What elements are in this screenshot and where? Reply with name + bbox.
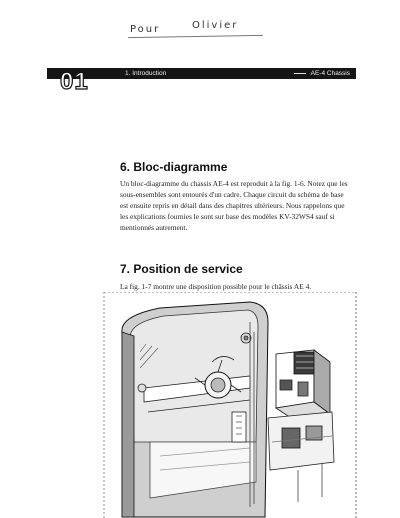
section-7-body: La fig. 1-7 montre une disposition possible pour le châssis AE 4.	[120, 282, 312, 291]
chapter-number: 01	[60, 68, 89, 95]
handwritten-underline	[128, 35, 263, 38]
header-chassis-label: AE-4 Chassis	[310, 70, 350, 77]
tv-chassis-service-position-illustration	[100, 292, 360, 518]
section-6-title: 6. Bloc-diagramme	[120, 160, 228, 174]
header-divider	[294, 73, 306, 74]
section-6-body: Un bloc-diagramme du chassis AE-4 est reproduit à la fig. 1-6. Notez que les sous-ensembles sont entourés d'un cadre. Chaque circuit du schéma de base est ensuite repris en détail dans des chapitres ultérieurs. Nous rappelons que les explications fournies le sont sur base des modèles KV-32WS4 sauf si mentionnés autrement.	[120, 179, 348, 232]
handwritten-note-olivier: Olivier	[192, 20, 239, 31]
section-7-title: 7. Position de service	[120, 262, 243, 276]
chapter-header-bar	[47, 68, 356, 79]
handwritten-note-pour: Pour	[130, 24, 161, 35]
header-section-label: 1. Introduction	[125, 70, 167, 77]
